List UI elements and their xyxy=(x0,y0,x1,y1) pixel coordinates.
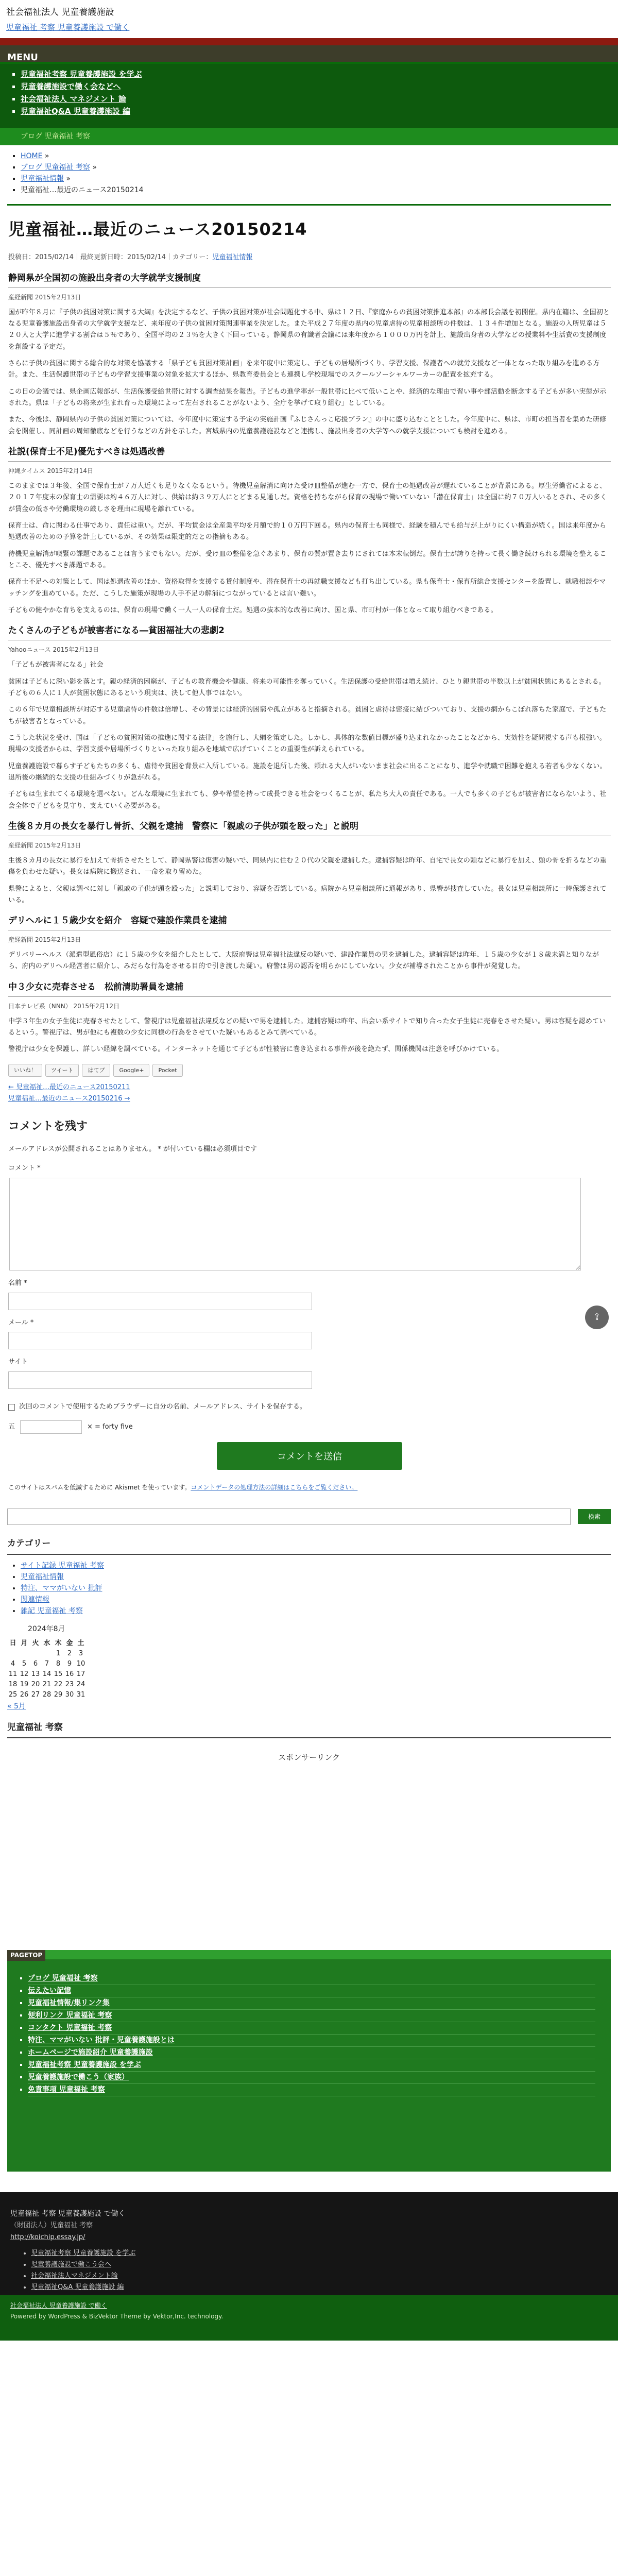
section-paragraph: 児童養護施設で暮らす子どもたちの多くも、虐待や貧困を背景に入所している。施設を退所した後、頼れる大人がいないまま社会に出ることになり、進学や就職で困難を抱える若者も少なくない。退所後の継続的な支援の仕組みづくりが急がれる。 xyxy=(8,762,607,782)
site-header xyxy=(0,0,618,38)
pagetop-item[interactable]: ホームページで施設紹介 児童養護施設 xyxy=(28,2048,153,2057)
pagetop-item[interactable]: ブログ 児童福祉 考察 xyxy=(28,1974,98,1982)
name-input[interactable] xyxy=(8,1293,312,1310)
calendar-day: 30 xyxy=(65,1691,74,1699)
calendar-day: 31 xyxy=(76,1691,85,1699)
calendar-day: 3 xyxy=(78,1650,83,1658)
sponsor-label: スポンサーリンク xyxy=(278,1753,340,1762)
pagetop-item[interactable]: コンタクト 児童福祉 考察 xyxy=(28,2023,112,2032)
calendar-day: 2 xyxy=(67,1650,72,1658)
comment-form xyxy=(8,1117,611,1493)
breadcrumb-current: ▪ 児童福祉…最近のニュース20150214 xyxy=(21,184,611,196)
calendar-day-header: 土 xyxy=(77,1639,84,1648)
post-meta: 投稿日：2015/02/14｜最終更新日時：2015/02/14｜カテゴリー：児童福祉情報 xyxy=(8,253,253,261)
site-title: 社会福祉法人 児童養護施設 xyxy=(6,7,114,18)
calendar-day-header: 木 xyxy=(55,1639,62,1648)
calendar-day-header: 金 xyxy=(66,1639,73,1648)
category-list xyxy=(0,1560,618,1617)
next-post-link[interactable]: 児童福祉…最近のニュース20150216 → xyxy=(8,1094,130,1103)
calendar-day: 29 xyxy=(54,1691,63,1699)
calendar-day: 14 xyxy=(42,1670,52,1679)
section-paragraph: 生後８カ月の長女に暴行を加えて骨折させたとして、静岡県警は傷害の疑いで、同県内に住む２０代の父親を逮捕した。逮捕容疑は昨年、自宅で長女の頭などに暴行を加え、頭の骨を折るなどの重傷を負わせた疑い。長女は病院に搬送され、一命を取り留めた。 xyxy=(8,856,607,876)
section-heading: たくさんの子どもが被害者になる―貧困福祉大の悲劇2 xyxy=(8,623,611,640)
section-paragraph: また、今後は、静岡県内の子供の貧困対策については、今年度中に策定する予定の実施計画『ふじさんっこ応援プラン』の中に盛り込むこととした。今年度中に、県は、市町の担当者を集めた研修会を開催し、同計画の周知徹底などを行うなどの方針を示した。宮城県内の児童養護施設などと連携し、施設出身者の大学等への就学支援についても検討を進める。 xyxy=(8,416,607,435)
menu-header[interactable]: MENU xyxy=(0,38,618,62)
calendar-day: 26 xyxy=(20,1691,29,1699)
calendar-day: 1 xyxy=(56,1650,61,1658)
calendar-day: 11 xyxy=(8,1670,18,1679)
pagetop-item[interactable]: 便利リンク 児童福祉 考察 xyxy=(28,2011,112,2020)
category-item[interactable]: 関連情報 xyxy=(21,1595,49,1604)
breadcrumb-home[interactable]: HOME xyxy=(21,152,43,160)
footer-link[interactable]: 児童福祉Q&A 児童養護施設 編 xyxy=(31,2283,124,2291)
footer-title: 児童福祉 考察 児童養護施設 で働く xyxy=(10,2209,126,2218)
submit-comment-button[interactable]: コメントを送信 xyxy=(217,1442,402,1470)
calendar-day: 17 xyxy=(76,1670,85,1679)
section-source: 産経新聞 2015年2月13日 xyxy=(8,936,81,944)
share-hatena-button[interactable]: はてブ xyxy=(82,1064,110,1077)
credit-bar xyxy=(0,2295,618,2341)
category-item[interactable]: 特注、ママがいない 批評 xyxy=(21,1584,102,1592)
captcha-input[interactable] xyxy=(20,1420,82,1434)
ad-area xyxy=(7,1775,611,1940)
share-google-button[interactable]: Google+ xyxy=(113,1064,149,1077)
calendar-day xyxy=(30,1649,41,1659)
comment-label: コメント * xyxy=(8,1164,41,1173)
widget-title: 児童福祉 考察 xyxy=(7,1720,611,1739)
comment-note: メールアドレスが公開されることはありません。 * が付いている欄は必須項目です xyxy=(8,1145,257,1154)
pagetop-item[interactable]: 児童福祉情報/集リンク集 xyxy=(28,1998,110,2007)
calendar-title: 2024年8月 xyxy=(28,1624,65,1633)
section-paragraph: さらに子供の貧困に関する総合的な対策を協議する「県子ども貧困対策計画」を来年度中に策定し、子どもの居場所づくり、学習支援、保護者への就労支援など一体となった取り組みを進める方針。また、生活保護世帯の子どもの学習支援事業の対象を拡大するほか、県教育委員会とも連携し学校現場でのスクールソーシャルワーカーの配置を拡充する。 xyxy=(8,359,600,379)
article xyxy=(0,215,618,1493)
save-info-checkbox[interactable] xyxy=(8,1404,15,1411)
section-paragraph: 貧困は子どもに深い影を落とす。親の経済的困窮が、子どもの教育機会や健康、将来の可能性を奪っていく。生活保護の受給世帯は増え続け、ひとり親世帯の半数以上が貧困状態にあるとされる。子どもの６人に１人が貧困状態にあるという現実は、決して他人事ではない。 xyxy=(8,677,606,697)
section-heading: 生後８カ月の長女を暴行し骨折、父親を逮捕 警察に「親戚の子供が頭を殴った」と説明 xyxy=(8,819,611,836)
calendar-day xyxy=(19,1649,30,1659)
share-pocket-button[interactable]: Pocket xyxy=(152,1064,182,1077)
calendar-day: 7 xyxy=(44,1660,49,1668)
calendar-day: 27 xyxy=(31,1691,40,1699)
site-subtitle-link[interactable]: 児童福祉 考察 児童養護施設 で働く xyxy=(6,22,130,32)
top-nav-item[interactable]: ▪ 児童福祉Q&A 児童養護施設 編 xyxy=(21,105,608,117)
calendar xyxy=(7,1623,611,1713)
name-label: 名前 * xyxy=(8,1279,27,1287)
calendar-day: 23 xyxy=(65,1681,74,1689)
calendar-day xyxy=(41,1649,53,1659)
calendar-table xyxy=(7,1638,87,1700)
pagetop-item[interactable]: 児童福祉考察 児童養護施設 を学ぶ xyxy=(28,2060,141,2069)
top-nav-item[interactable]: ▪ 児童福祉考察 児童養護施設 を学ぶ xyxy=(21,68,608,80)
section-source: 産経新聞 2015年2月13日 xyxy=(8,293,81,301)
calendar-day-header: 日 xyxy=(9,1639,16,1648)
prev-post-link[interactable]: ← 児童福祉…最近のニュース20150211 xyxy=(8,1083,130,1091)
section-paragraph: こうした状況を受け、国は「子どもの貧困対策の推進に関する法律」を施行し、大綱を策定した。しかし、具体的な数値目標が盛り込まれなかったことなどから、実効性を疑問視する声も根強い。現場の支援者からは、学習支援や居場所づくりといった取り組みを地域で広げていくことの重要性が訴えられている。 xyxy=(8,734,607,754)
footer xyxy=(0,2192,618,2295)
top-nav xyxy=(0,62,618,128)
share-float-icon[interactable]: ⇪ xyxy=(585,1306,609,1329)
section-paragraph: 県警によると、父親は調べに対し「親戚の子供が頭を殴った」と説明しており、容疑を否認している。病院から児童相談所に通報があり、県警が捜査していた。長女は児童相談所に一時保護されている。 xyxy=(8,885,607,904)
category-item[interactable]: サイト記録 児童福祉 考察 xyxy=(21,1561,104,1570)
search-button[interactable]: 検索 xyxy=(578,1509,611,1524)
section-heading: 静岡県が全国初の施設出身者の大学就学支援制度 xyxy=(8,271,611,288)
comment-title: コメントを残す xyxy=(8,1120,88,1133)
pagetop-label[interactable]: PAGETOP xyxy=(7,1950,45,1961)
calendar-day: 20 xyxy=(31,1681,40,1689)
breadcrumb-blog[interactable]: ブログ 児童福祉 考察 xyxy=(21,163,90,172)
section-bar: ブログ 児童福祉 考察 xyxy=(0,128,618,145)
calendar-day: 28 xyxy=(42,1691,52,1699)
section-paragraph: 「子どもが被害者になる」社会 xyxy=(8,661,104,669)
section-paragraph: 保育士不足への対策として、国は処遇改善のほか、資格取得を支援する貸付制度や、潜在保育士の再就職支援なども打ち出している。県も保育士・保育所総合支援センターを設置し、就職相談やマッチングを進めている。ただ、こうした施策が現場の人手不足の解消につながっているとは言い難い。 xyxy=(8,578,606,598)
share-tweet-button[interactable]: ツイート xyxy=(45,1064,79,1077)
section-paragraph: 子どもは生まれてくる環境を選べない。どんな環境に生まれても、夢や希望を持って成長できる社会をつくることが、私たち大人の責任である。一人でも多くの子どもが被害者にならないよう、社会全体で子どもを見守り、支えていく必要がある。 xyxy=(8,790,607,810)
section-source: 沖縄タイムス 2015年2月14日 xyxy=(8,467,94,474)
pagetop-menu xyxy=(7,1950,611,2172)
post-category-link[interactable]: 児童福祉情報 xyxy=(212,253,253,261)
calendar-day: 21 xyxy=(42,1681,52,1689)
section-paragraph: この６年で児童相談所が対応する児童虐待の件数は倍増し、その背景には経済的困窮や孤立があると指摘される。貧困と虐待は密接に結びついており、支援の網からこぼれ落ちた家庭で、子どもたちが被害者となっている。 xyxy=(8,706,607,725)
category-item[interactable]: 児童福祉情報 xyxy=(21,1572,64,1581)
section-paragraph: デリバリーヘルス（派遣型風俗店）に１５歳の少女を紹介したとして、大阪府警は児童福祉法違反の疑いで、建設作業員の男を逮捕した。逮捕容疑は昨年、１５歳の少女が１８歳未満と知りながら、府内のデリヘル経営者に紹介し、みだらな行為をさせる目的で引き渡した疑い。府警は男の認否を明らかにしていない。少女が補導されたことから事件が発覚した。 xyxy=(8,951,599,971)
section-paragraph: このままでは３年後、全国で保育士が７万人近くも足りなくなるという。待機児童解消に向けた受け皿整備が進む一方で、保育士の処遇改善が遅れていることが背景にある。厚生労働省によると、２０１７年度末の保育士の需要は約４６万人に対し、供給は約３９万人にとどまる見通しだ。資格を持ちながら保育の現場で働いていない「潜在保育士」は全国に約７０万人いるとされ、その多くが賃金の低さや労働環境の厳しさを理由に現場を離れている。 xyxy=(8,482,607,513)
akismet-note: このサイトはスパムを低減するために Akismet を使っています。コメントデータの処理方法の詳細はこちらをご覧ください。 xyxy=(8,1483,358,1491)
calendar-day: 10 xyxy=(76,1660,85,1668)
pagetop-item[interactable]: 特注、ママがいない 批評・児童養護施設とは xyxy=(28,2036,175,2044)
section-paragraph: 中学３年生の女子生徒に売春させたとして、警視庁は児童福祉法違反などの疑いで男を逮捕した。逮捕容疑は昨年、出会い系サイトで知り合った女子生徒に売春をさせた疑い。男は容疑を認めているという。警視庁は、男が他にも複数の少女に同様の行為をさせていた疑いもあるとみて調べている。 xyxy=(8,1017,606,1037)
breadcrumb: ▪ HOME » ▪ ブログ 児童福祉 考察 » ▪ 児童福祉情報 » ▪ 児童福祉…最近のニュース20150214 xyxy=(0,145,618,201)
calendar-day: 8 xyxy=(56,1660,61,1668)
top-nav-item[interactable]: ▪ 児童養護施設で働く会などへ xyxy=(21,80,608,93)
search-form xyxy=(7,1509,611,1525)
calendar-day: 9 xyxy=(67,1660,72,1668)
calendar-day: 5 xyxy=(22,1660,27,1668)
section-paragraph: 国が昨年８月に『子供の貧困対策に関する大綱』を決定するなど、子供の貧困対策が社会問題化する中、県は１２日、『家庭からの貧困対策推進本部』の本部長会議を初開催。県内在籍は、全国初となる児童養護施設出身者の大学就学支援など、来年度の子供の貧困対策関連事業を決定した。また平成２７年度の県内の児童虐待の児童相談所の件数は、１３４件増加となる。施設の入所児童は５２０人と大学に進学する割合は５％であり、全国平均の２３％を大きく下回っている。静岡県の有識者会議には来年度から１０００万円を計上、施設出身者の大学などの授業料や生活費の支援制度を創設する予定だ。 xyxy=(8,308,610,351)
section-paragraph: 保育士は、命に関わる仕事であり、責任は重い。だが、平均賃金は全産業平均を月額で約１０万円下回る。県内の保育士も同様で、経験を積んでも給与が上がりにくい構造が続く。国は来年度から処遇改善のための予算を計上しているが、その効果は限定的だとの指摘もある。 xyxy=(8,521,607,541)
top-nav-item[interactable]: ▪ 社会福祉法人 マネジメント 論 xyxy=(21,93,608,105)
akismet-link[interactable]: コメントデータの処理方法の詳細はこちらをご覧ください。 xyxy=(191,1483,358,1491)
calendar-prev-link[interactable]: « 5月 xyxy=(7,1702,26,1711)
calendar-day: 24 xyxy=(76,1681,85,1689)
pagetop-item[interactable]: 免責事項 児童福祉 考察 xyxy=(28,2085,105,2094)
calendar-day: 16 xyxy=(65,1670,74,1679)
post-navigation xyxy=(8,1082,611,1105)
calendar-day: 18 xyxy=(8,1681,18,1689)
section-heading: 社説(保育士不足)優先すべきは処遇改善 xyxy=(8,445,611,462)
section-paragraph: この日の会議では、県企画広報部が、生活保護受給世帯に対する調査結果を報告。子どもの進学率が一般世帯に比べて低いことや、経済的な理由で習い事や部活動を断念する子どもが多い実態が示された。県は「子どもの将来が生まれ育った環境によって左右されることがないよう、全庁を挙げて取り組む」としている。 xyxy=(8,387,607,408)
footer-links xyxy=(10,2248,608,2293)
pagetop-item[interactable]: 児童養護施設で働こう（家族） xyxy=(28,2073,129,2081)
page-title: 児童福祉…最近のニュース20150214 xyxy=(8,219,307,239)
calendar-day: 22 xyxy=(54,1681,63,1689)
site-input[interactable] xyxy=(8,1371,312,1389)
site-label: サイト xyxy=(8,1358,28,1366)
section-paragraph: 警視庁は少女を保護し、詳しい経緯を調べている。インターネットを通じて子どもが性被害に巻き込まれる事件が後を絶たず、関係機関は注意を呼びかけている。 xyxy=(8,1045,504,1054)
share-like-button[interactable]: いいね！ xyxy=(8,1064,42,1077)
section-paragraph: 子どもの健やかな育ちを支えるのは、保育の現場で働く一人一人の保育士だ。処遇の抜本的な改善に向け、国と県、市町村が一体となって取り組むべきである。 xyxy=(8,606,497,615)
footer-url-link[interactable]: http://koichip.essay.jp/ xyxy=(10,2233,85,2241)
category-title: カテゴリー xyxy=(7,1536,611,1555)
section-source: 日本テレビ系（NNN） 2015年2月12日 xyxy=(8,1002,119,1010)
footer-link[interactable]: 社会福祉法人マネジメント論 xyxy=(31,2272,118,2280)
section-source: 産経新聞 2015年2月13日 xyxy=(8,841,81,849)
calendar-day: 19 xyxy=(20,1681,29,1689)
calendar-day: 12 xyxy=(20,1670,29,1679)
calendar-day: 25 xyxy=(8,1691,18,1699)
email-input[interactable] xyxy=(8,1332,312,1349)
credit-site-link[interactable]: 社会福祉法人 児童養護施設 で働く xyxy=(10,2301,107,2309)
section-heading: 中３少女に売春させる 松前清助署員を逮捕 xyxy=(8,980,611,997)
credit-powered: Powered by WordPress & BizVektor Theme by Vektor,Inc. technology. xyxy=(10,2312,224,2320)
article-body xyxy=(8,271,611,1056)
share-buttons xyxy=(8,1064,611,1077)
footer-link[interactable]: 児童福祉考察 児童養護施設 を学ぶ xyxy=(31,2249,136,2257)
section-source: Yahooニュース 2015年2月13日 xyxy=(8,646,99,654)
footer-link[interactable]: 児童養護施設で働こう会へ xyxy=(31,2260,112,2268)
save-info-row: 次回のコメントで使用するためブラウザーに自分の名前、メールアドレス、サイトを保存する。 xyxy=(8,1401,611,1413)
divider xyxy=(7,204,611,206)
captcha-row: 五 × = forty five xyxy=(8,1420,611,1434)
email-label: メール * xyxy=(8,1318,34,1327)
calendar-day-header: 水 xyxy=(43,1639,50,1648)
category-item[interactable]: 雑記 児童福祉 考察 xyxy=(21,1606,83,1615)
footer-subtitle: （財団法人）児童福祉 考察 xyxy=(10,2222,93,2230)
calendar-day xyxy=(7,1649,19,1659)
calendar-day: 13 xyxy=(31,1670,40,1679)
calendar-day-header: 火 xyxy=(32,1639,39,1648)
calendar-day: 4 xyxy=(10,1660,15,1668)
calendar-day: 6 xyxy=(33,1660,38,1668)
section-paragraph: 待機児童解消が喫緊の課題であることは言うまでもない。だが、受け皿の整備を急ぐあまり、保育の質が置き去りにされては本末転倒だ。保育士が誇りを持って長く働き続けられる環境を整えることこそ、優先すべき課題である。 xyxy=(8,550,607,569)
comment-textarea[interactable] xyxy=(9,1178,581,1270)
calendar-day: 15 xyxy=(54,1670,63,1679)
search-input[interactable] xyxy=(7,1509,571,1525)
pagetop-item[interactable]: 伝えたい記憶 xyxy=(28,1986,71,1995)
calendar-day-header: 月 xyxy=(21,1639,28,1648)
breadcrumb-category[interactable]: 児童福祉情報 xyxy=(21,175,64,183)
section-heading: デリヘルに１５歳少女を紹介 容疑で建設作業員を逮捕 xyxy=(8,913,611,930)
